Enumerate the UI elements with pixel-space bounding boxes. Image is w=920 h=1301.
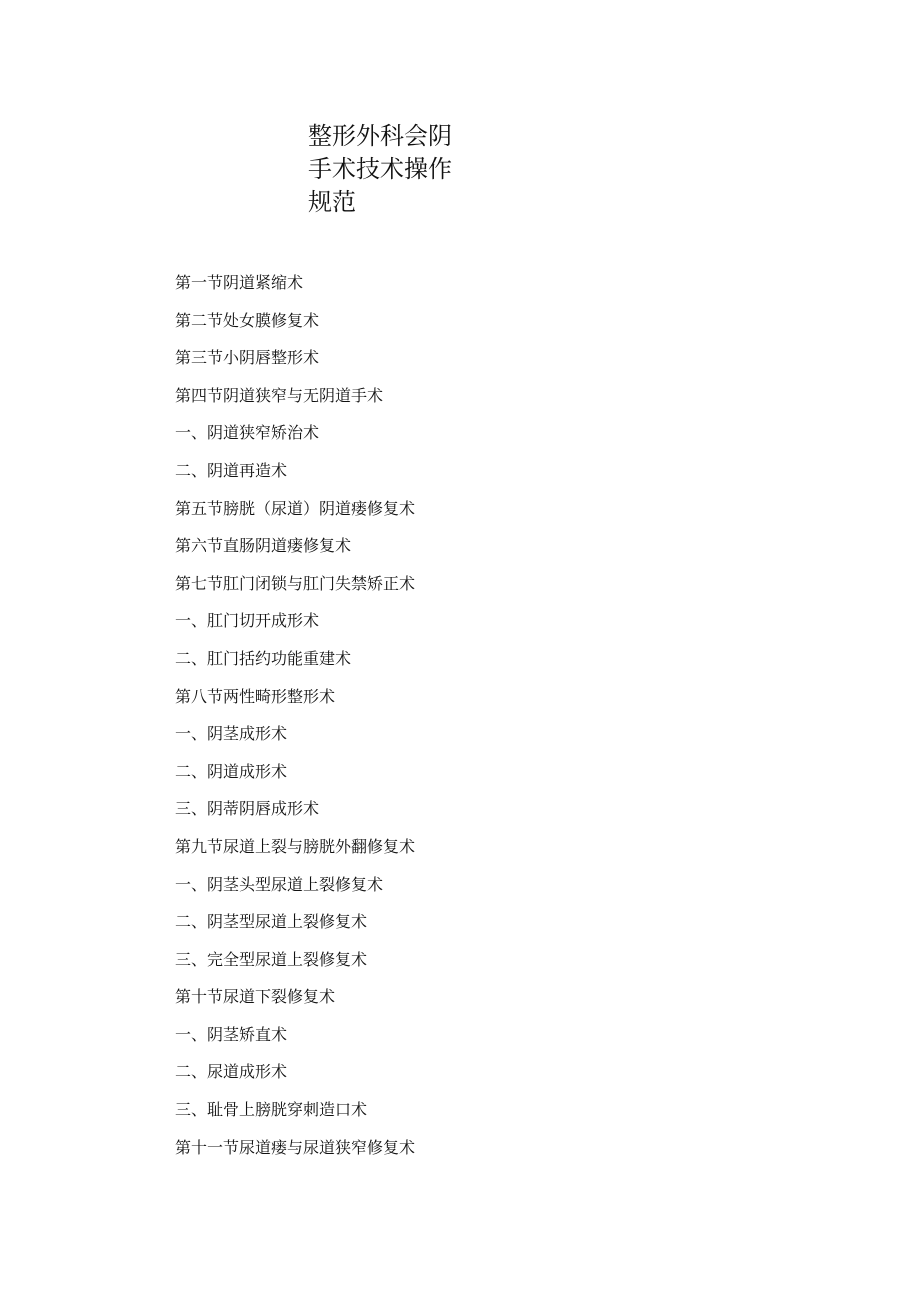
toc-item: 二、阴茎型尿道上裂修复术: [175, 912, 368, 932]
toc-item: 第八节两性畸形整形术: [175, 686, 336, 706]
toc-item: 第五节膀胱（尿道）阴道瘘修复术: [175, 498, 416, 518]
toc-item: 一、阴茎头型尿道上裂修复术: [175, 874, 384, 894]
toc-item: 三、阴蒂阴唇成形术: [175, 799, 320, 819]
toc-item: 第九节尿道上裂与膀胱外翻修复术: [175, 836, 416, 856]
title-line: 规范: [308, 188, 356, 216]
toc-item: 第十节尿道下裂修复术: [175, 987, 336, 1007]
toc-item: 第一节阴道紧缩术: [175, 273, 304, 292]
toc-item: 二、肛门括约功能重建术: [175, 648, 352, 668]
title-line: 整形外科会阴: [308, 122, 452, 150]
table-of-contents: [175, 270, 415, 1172]
document-title: [308, 120, 468, 219]
toc-item: 第四节阴道狭窄与无阴道手术: [175, 385, 384, 405]
toc-item: 三、耻骨上膀胱穿刺造口术: [175, 1100, 368, 1120]
toc-item: 一、阴茎成形术: [175, 724, 288, 744]
toc-item: 一、阴茎矫直术: [175, 1024, 288, 1044]
toc-item: 第六节直肠阴道瘘修复术: [175, 536, 352, 556]
toc-item: 第十一节尿道瘘与尿道狭窄修复术: [175, 1137, 416, 1157]
toc-item: 一、阴道狭窄矫治术: [175, 423, 320, 443]
toc-item: 二、尿道成形术: [175, 1062, 288, 1082]
toc-item: 二、阴道再造术: [175, 460, 288, 480]
toc-item: 三、完全型尿道上裂修复术: [175, 949, 368, 969]
title-line: 手术技术操作: [308, 155, 452, 183]
toc-item: 第七节肛门闭锁与肛门失禁矫正术: [175, 573, 416, 593]
toc-item: 二、阴道成形术: [175, 761, 288, 781]
toc-item: 一、肛门切开成形术: [175, 611, 320, 631]
toc-item: 第二节处女膜修复术: [175, 310, 320, 330]
toc-item: 第三节小阴唇整形术: [175, 348, 320, 368]
